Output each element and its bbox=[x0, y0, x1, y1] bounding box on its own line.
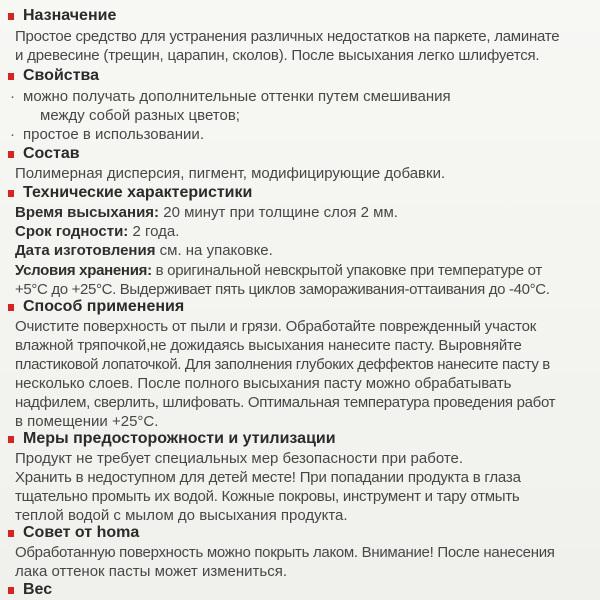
properties-item-2: · простое в использовании. bbox=[10, 126, 204, 143]
properties-item-1: · можно получать дополнительные оттенки путем смешивания bbox=[10, 88, 451, 105]
specs-production-date bbox=[15, 242, 273, 260]
purpose-line-2: и древесине (трещин, царапин, сколов). После высыхания легко шлифуется. bbox=[15, 47, 540, 64]
red-square-marker-icon bbox=[8, 304, 14, 311]
section-application-title: Способ применения bbox=[23, 298, 185, 315]
red-square-marker-icon bbox=[8, 73, 14, 80]
application-line-5: надфилем, сверлить, шлифовать. Оптимальная температура проведения работ bbox=[15, 394, 556, 411]
purpose-line-1: Простое средство для устранения различных недостатков на паркете, ламинате bbox=[15, 28, 560, 45]
section-safety-header bbox=[8, 429, 336, 449]
red-square-marker-icon bbox=[8, 436, 14, 443]
section-weight-header bbox=[8, 580, 52, 600]
drying-value: 20 минут при толщине слоя 2 мм. bbox=[163, 204, 398, 221]
red-square-marker-icon bbox=[8, 530, 14, 537]
specs-drying bbox=[15, 204, 398, 222]
production-date-label: Дата изготовления bbox=[15, 242, 156, 259]
storage-label: Условия хранения: bbox=[15, 262, 152, 279]
application-line-4: несколько слоев. После полного высыхания пасту можно обрабатывать bbox=[15, 375, 512, 392]
section-advice-header bbox=[8, 523, 139, 543]
composition-line: Полимерная дисперсия, пигмент, модифицирующие добавки. bbox=[15, 165, 446, 182]
bullet-icon: · bbox=[10, 126, 15, 143]
advice-line-1: Обработанную поверхность можно покрыть лаком. Внимание! После нанесения bbox=[15, 544, 555, 561]
section-composition-title: Состав bbox=[23, 145, 80, 162]
specs-storage bbox=[15, 262, 542, 280]
red-square-marker-icon bbox=[8, 190, 14, 197]
shelf-life-label: Срок годности: bbox=[15, 223, 129, 240]
section-specs-header bbox=[8, 183, 252, 203]
application-line-3: пластиковой лопаточкой. Для заполнения глубоких деффектов нанесите пасту в bbox=[15, 356, 550, 373]
specs-shelf-life bbox=[15, 223, 179, 241]
safety-line-1: Продукт не требует специальных мер безопасности при работе. bbox=[15, 450, 464, 467]
production-date-value: см. на упаковке. bbox=[159, 242, 273, 259]
advice-line-2: лака оттенок пасты может измениться. bbox=[15, 563, 288, 580]
specs-storage-line-2: +5°С до +25°С. Выдерживает пять циклов замораживания-оттаивания до -40°С. bbox=[15, 281, 550, 298]
section-application-header bbox=[8, 297, 184, 317]
section-specs-title: Технические характеристики bbox=[23, 184, 253, 201]
section-composition-header bbox=[8, 144, 80, 164]
safety-line-2: Хранить в недоступном для детей месте! При попадании продукта в глаза bbox=[15, 469, 521, 486]
drying-label: Время высыхания: bbox=[15, 204, 160, 221]
application-line-2: влажной тряпочкой,не дожидаясь высыхания нанесите пасту. Выровняйте bbox=[15, 337, 522, 354]
safety-line-4: теплой водой с мылом до высыхания продукта. bbox=[15, 507, 348, 524]
section-safety-title: Меры предосторожности и утилизации bbox=[23, 430, 336, 447]
section-advice-title: Совет от homa bbox=[23, 524, 140, 541]
section-purpose-header bbox=[8, 6, 116, 26]
section-properties-title: Свойства bbox=[23, 67, 100, 84]
application-line-6: в помещении +25°С. bbox=[15, 413, 159, 430]
red-square-marker-icon bbox=[8, 587, 14, 594]
section-purpose-title: Назначение bbox=[23, 7, 117, 24]
application-line-1: Очистите поверхность от пыли и грязи. Обработайте поврежденный участок bbox=[15, 318, 537, 335]
red-square-marker-icon bbox=[8, 151, 14, 158]
properties-item-1-cont: между собой разных цветов; bbox=[40, 107, 240, 124]
storage-value: в оригинальной невскрытой упаковке при температуре от bbox=[155, 262, 542, 279]
safety-line-3: тщательно промыть их водой. Кожные покровы, инструмент и тару отмыть bbox=[15, 488, 520, 505]
red-square-marker-icon bbox=[8, 13, 14, 20]
shelf-life-value: 2 года. bbox=[132, 223, 180, 240]
section-properties-header bbox=[8, 66, 99, 86]
bullet-icon: · bbox=[10, 88, 15, 105]
section-weight-title: Вес bbox=[23, 581, 53, 598]
